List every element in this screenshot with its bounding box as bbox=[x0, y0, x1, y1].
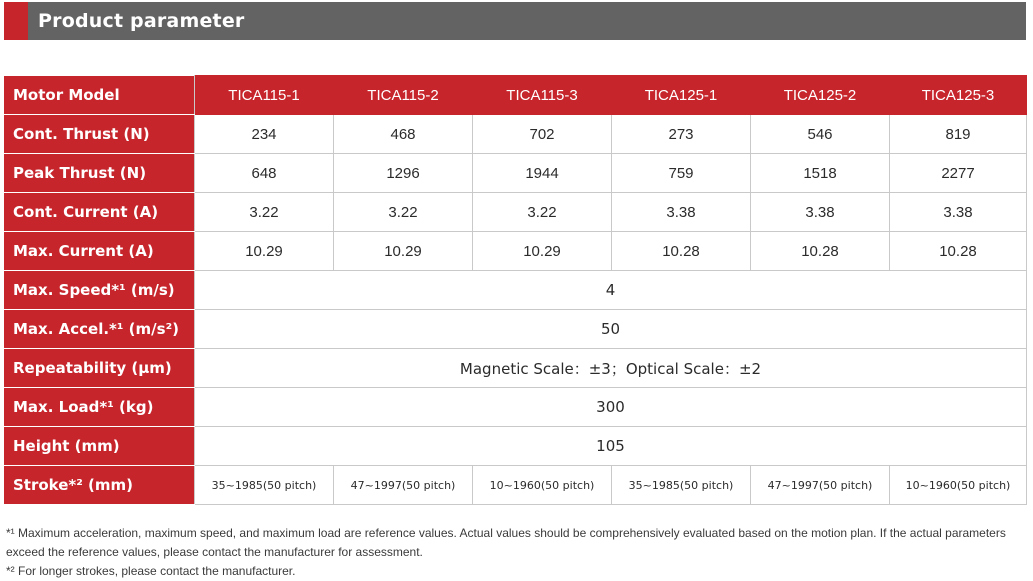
table-cell: 1518 bbox=[751, 154, 890, 193]
model-name: TICA125-3 bbox=[890, 76, 1027, 115]
table-cell: 47~1997(50 pitch) bbox=[334, 466, 473, 505]
table-cell: 10.28 bbox=[751, 232, 890, 271]
product-parameter-table bbox=[4, 75, 1027, 505]
table-cell: 759 bbox=[612, 154, 751, 193]
table-cell-span: 105 bbox=[195, 427, 1027, 466]
model-name: TICA115-2 bbox=[334, 76, 473, 115]
row-label: Height (mm) bbox=[5, 427, 195, 466]
table-cell: 819 bbox=[890, 115, 1027, 154]
table-cell: 702 bbox=[473, 115, 612, 154]
table-cell-span: 4 bbox=[195, 271, 1027, 310]
table-row bbox=[5, 193, 1027, 232]
model-name: TICA115-1 bbox=[195, 76, 334, 115]
row-label: Motor Model bbox=[5, 76, 195, 115]
model-name: TICA115-3 bbox=[473, 76, 612, 115]
table-cell: 10~1960(50 pitch) bbox=[473, 466, 612, 505]
table-cell: 468 bbox=[334, 115, 473, 154]
row-label: Repeatability (μm) bbox=[5, 349, 195, 388]
row-label: Stroke*² (mm) bbox=[5, 466, 195, 505]
title-accent-block bbox=[4, 2, 28, 40]
footnote-1: *¹ Maximum acceleration, maximum speed, and maximum load are reference values. Actual values should be comprehensively evaluated based on the motion plan. If the actual parameters exceed the reference values, please contact the manufacturer for assessment. bbox=[6, 526, 1006, 559]
table-cell: 10~1960(50 pitch) bbox=[890, 466, 1027, 505]
table-cell-span: 50 bbox=[195, 310, 1027, 349]
table-cell: 47~1997(50 pitch) bbox=[751, 466, 890, 505]
table-cell: 35~1985(50 pitch) bbox=[195, 466, 334, 505]
table-row bbox=[5, 154, 1027, 193]
table-cell: 1944 bbox=[473, 154, 612, 193]
table-row bbox=[5, 271, 1027, 310]
table-row bbox=[5, 349, 1027, 388]
section-title: Product parameter bbox=[38, 10, 245, 32]
table-cell: 234 bbox=[195, 115, 334, 154]
row-label: Cont. Thrust (N) bbox=[5, 115, 195, 154]
table-header-row bbox=[5, 76, 1027, 115]
table-cell: 10.28 bbox=[890, 232, 1027, 271]
table-cell: 10.29 bbox=[195, 232, 334, 271]
row-label: Max. Speed*¹ (m/s) bbox=[5, 271, 195, 310]
table-cell: 3.38 bbox=[751, 193, 890, 232]
table-cell: 35~1985(50 pitch) bbox=[612, 466, 751, 505]
row-label: Peak Thrust (N) bbox=[5, 154, 195, 193]
section-title-bar bbox=[4, 2, 1026, 40]
table-row bbox=[5, 466, 1027, 505]
table-row bbox=[5, 232, 1027, 271]
table-cell-span: Magnetic Scale：±3；Optical Scale：±2 bbox=[195, 349, 1027, 388]
row-label: Max. Accel.*¹ (m/s²) bbox=[5, 310, 195, 349]
model-name: TICA125-1 bbox=[612, 76, 751, 115]
table-cell: 10.29 bbox=[334, 232, 473, 271]
table-cell: 1296 bbox=[334, 154, 473, 193]
row-label: Max. Current (A) bbox=[5, 232, 195, 271]
model-name: TICA125-2 bbox=[751, 76, 890, 115]
table-cell: 273 bbox=[612, 115, 751, 154]
row-label: Max. Load*¹ (kg) bbox=[5, 388, 195, 427]
table-row bbox=[5, 310, 1027, 349]
footnotes bbox=[6, 524, 1030, 581]
table-cell: 2277 bbox=[890, 154, 1027, 193]
table-row bbox=[5, 115, 1027, 154]
table-cell: 546 bbox=[751, 115, 890, 154]
table-cell: 3.38 bbox=[890, 193, 1027, 232]
table-cell: 3.38 bbox=[612, 193, 751, 232]
table-cell: 3.22 bbox=[473, 193, 612, 232]
row-label: Cont. Current (A) bbox=[5, 193, 195, 232]
table-cell: 3.22 bbox=[195, 193, 334, 232]
table-cell-span: 300 bbox=[195, 388, 1027, 427]
table-cell: 10.28 bbox=[612, 232, 751, 271]
table-cell: 648 bbox=[195, 154, 334, 193]
table-row bbox=[5, 388, 1027, 427]
footnote-2: *² For longer strokes, please contact the manufacturer. bbox=[6, 564, 296, 578]
table-cell: 3.22 bbox=[334, 193, 473, 232]
table-row bbox=[5, 427, 1027, 466]
table-cell: 10.29 bbox=[473, 232, 612, 271]
